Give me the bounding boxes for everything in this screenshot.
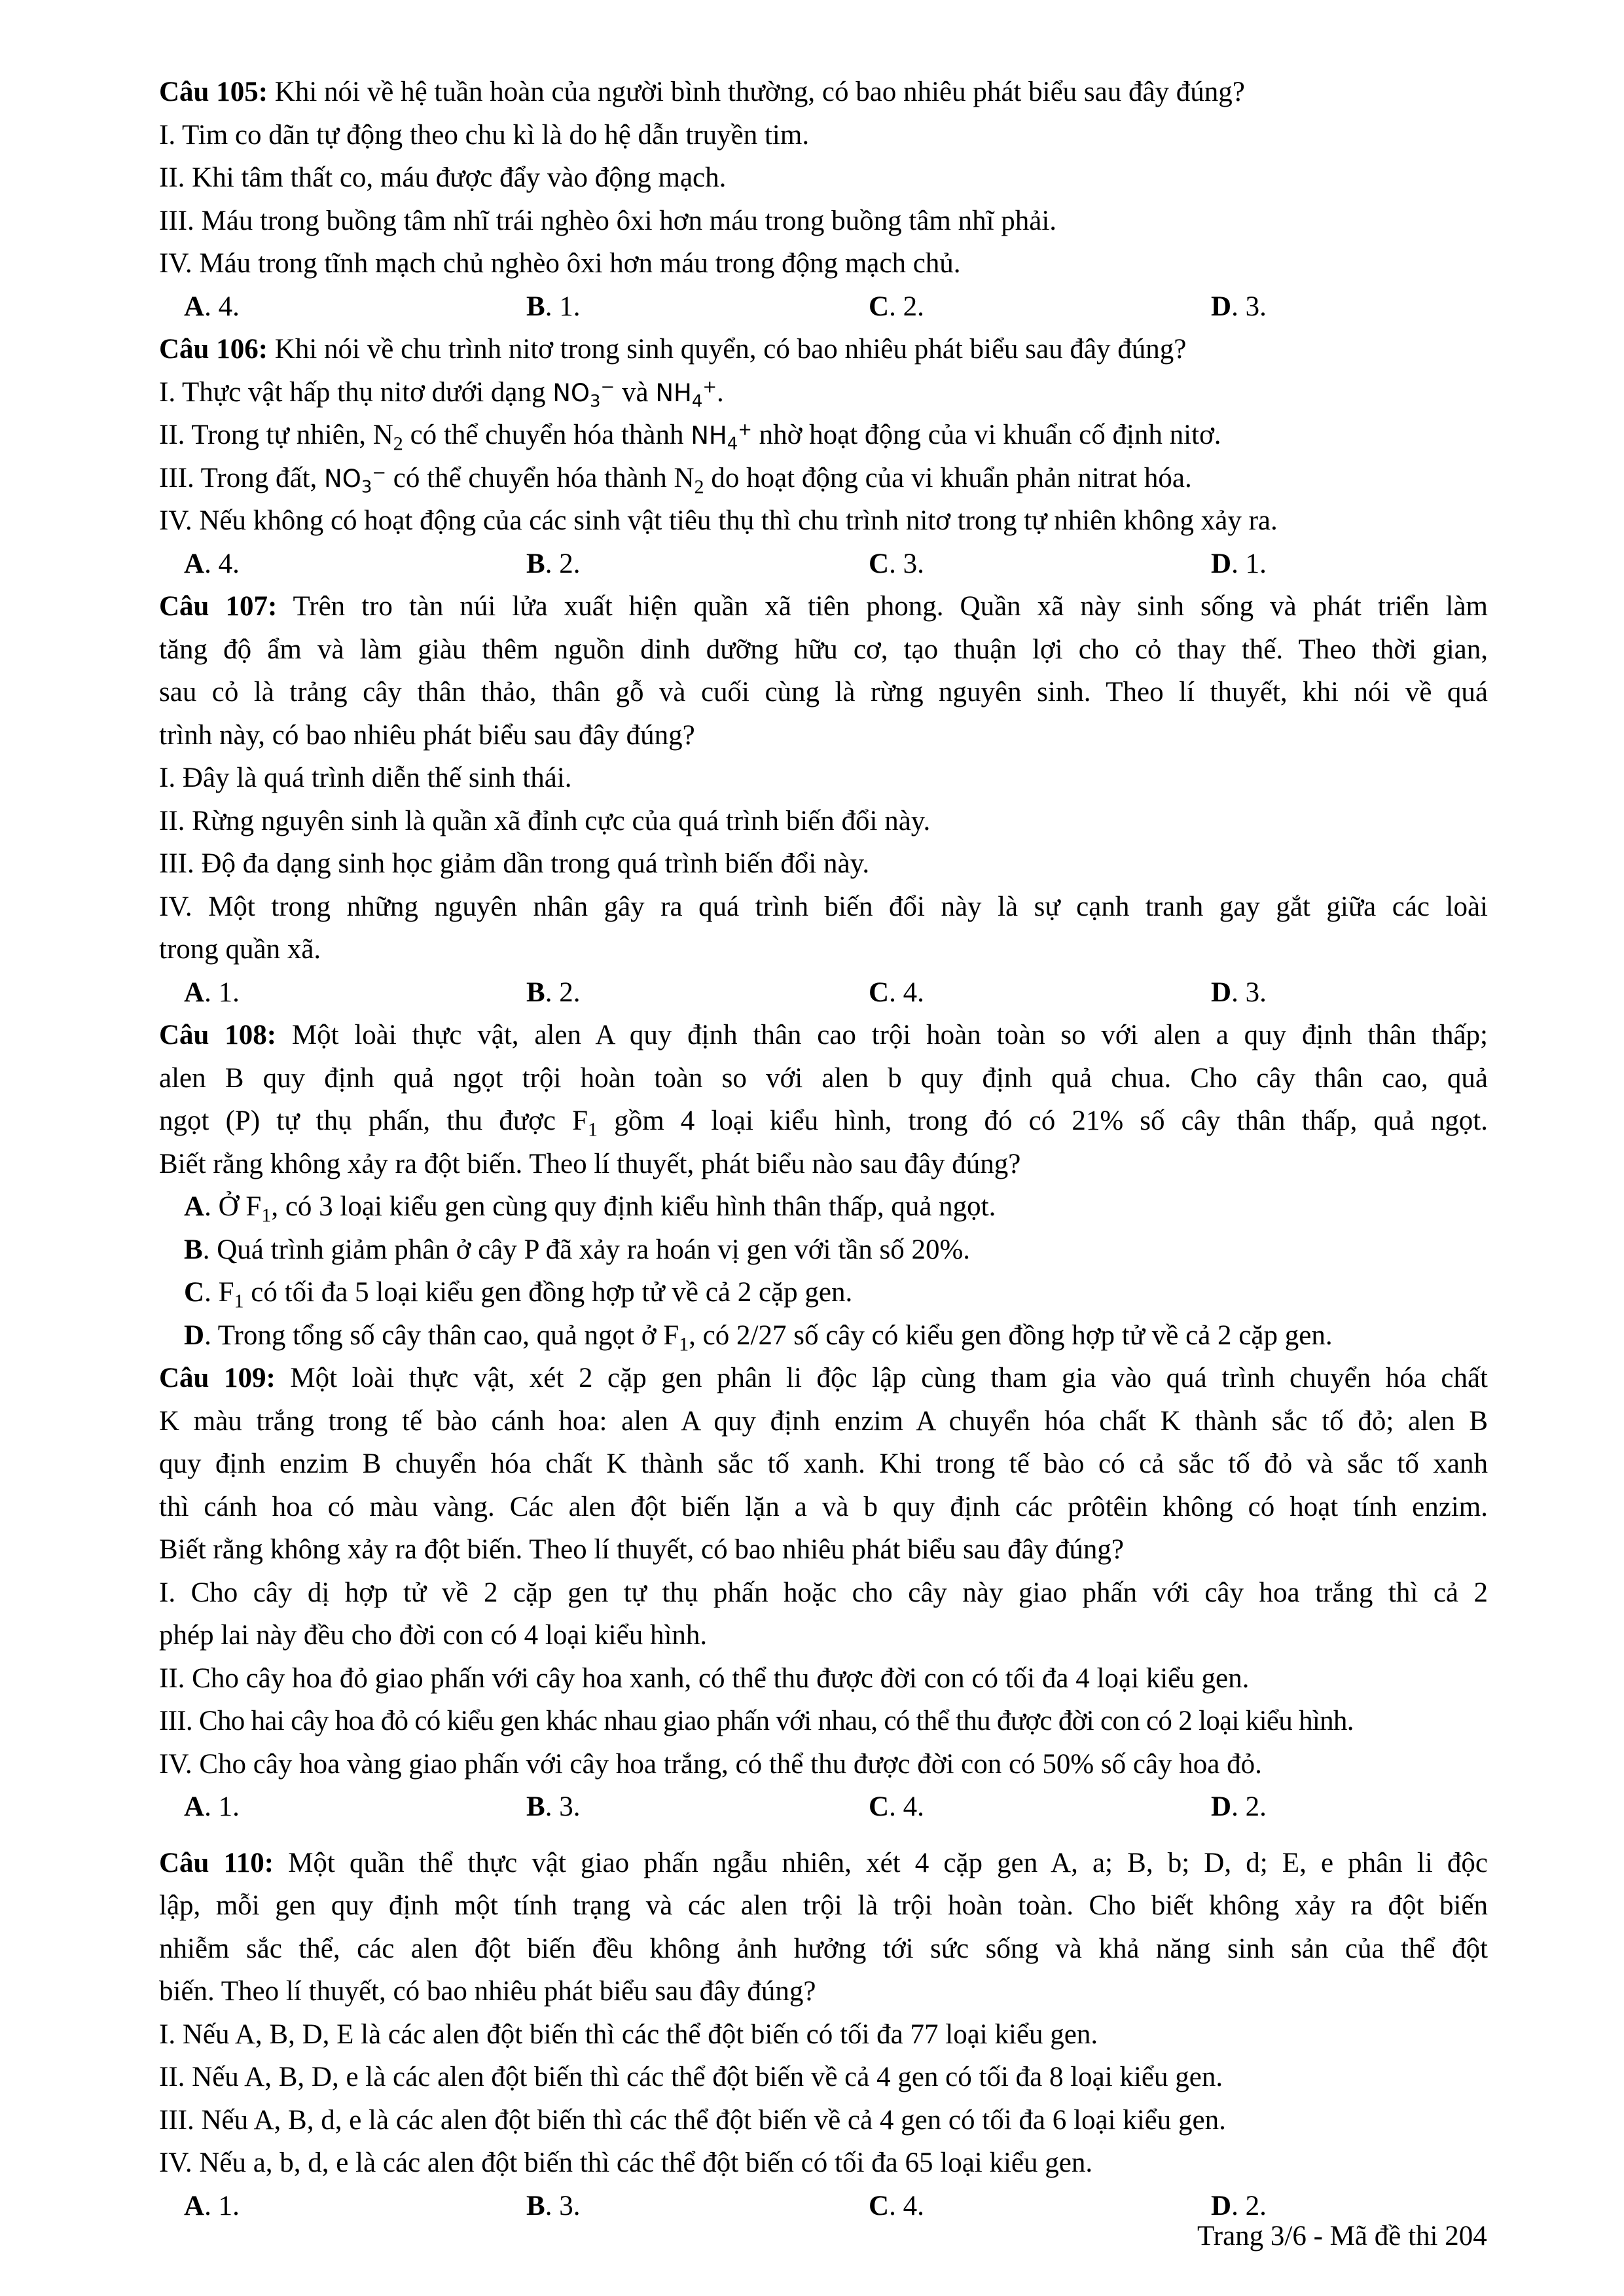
option-a: A. Ở $F_1$, có 3 loại kiểu gen cùng quy định kiểu hình thân thấp, quả ngọt. [184, 1191, 996, 1227]
option-d: D. 3. [1211, 291, 1267, 322]
stem-line: Biết rằng không xảy ra đột biến. Theo lí thuyết, có bao nhiêu phát biểu sau đây đúng? [159, 1534, 1124, 1565]
statement: I. Tim co dãn tự động theo chu kì là do hệ dẫn truyền tim. [159, 119, 810, 151]
option-b: B. 2. [526, 548, 581, 579]
option-b: B. 2. [526, 977, 581, 1008]
statement: IV. Nếu không có hoạt động của các sinh vật tiêu thụ thì chu trình nitơ trong tự nhiên không xảy ra. [159, 505, 1278, 536]
stem-line: Biết rằng không xảy ra đột biến. Theo lí thuyết, phát biểu nào sau đây đúng? [159, 1148, 1021, 1179]
stem-line: tăng độ ẩm và làm giàu thêm nguồn dinh dưỡng hữu cơ, tạo thuận lợi cho cỏ thay thế. Theo thời gian, [159, 634, 1488, 665]
option-c: C. 2. [869, 291, 924, 322]
option-c: C. 3. [869, 548, 924, 579]
statement: III. Cho hai cây hoa đỏ có kiểu gen khác nhau giao phấn với nhau, có thể thu được đời con có 2 loại kiểu hình. [159, 1706, 1354, 1736]
formula-no3: $NO_3^-$ [552, 377, 615, 411]
statement: phép lai này đều cho đời con có 4 loại kiểu hình. [159, 1620, 708, 1651]
statement: I. Đây là quá trình diễn thế sinh thái. [159, 762, 572, 793]
option-c: C. 4. [869, 1791, 924, 1822]
answer-options [159, 543, 1488, 586]
question-108-stem: Câu 108: Một loài thực vật, alen A quy định thân cao trội hoàn toàn so với alen a quy định thân thấp; [159, 1020, 1488, 1050]
statement: I. Cho cây dị hợp tử về 2 cặp gen tự thụ phấn hoặc cho cây này giao phấn với cây hoa trắng thì cả 2 [159, 1577, 1488, 1608]
statement: III. Nếu A, B, d, e là các alen đột biến thì các thể đột biến về cả 4 gen có tối đa 6 loại kiểu gen. [159, 2104, 1226, 2136]
option-d: D. Trong tổng số cây thân cao, quả ngọt ở $F_1$, có 2/27 số cây có kiểu gen đồng hợp tử về cả 2 cặp gen. [184, 1319, 1333, 1355]
answer-options [159, 971, 1488, 1014]
stem-line: K màu trắng trong tế bào cánh hoa: alen A quy định enzim A chuyển hóa chất K thành sắc tố đỏ; alen B [159, 1405, 1488, 1437]
formula-no3: $NO_3^-$ [324, 463, 387, 497]
option-d: D. 2. [1211, 2190, 1267, 2221]
option-c: C. 4. [869, 2190, 924, 2221]
statement: IV. Máu trong tĩnh mạch chủ nghèo ôxi hơn máu trong động mạch chủ. [159, 248, 961, 279]
stem-line: nhiễm sắc thể, các alen đột biến đều không ảnh hưởng tới sức sống và khả năng sinh sản của thể đột [159, 1933, 1488, 1964]
answer-options [159, 1785, 1488, 1829]
statement: IV. Một trong những nguyên nhân gây ra quá trình biến đổi này là sự cạnh tranh gay gắt giữa các loài [159, 891, 1488, 922]
page-footer: Trang 3/6 - Mã đề thi 204 [1197, 2221, 1487, 2251]
statement: IV. Cho cây hoa vàng giao phấn với cây hoa trắng, có thể thu được đời con có 50% số cây hoa đỏ. [159, 1748, 1262, 1780]
stem-line: lập, mỗi gen quy định một tính trạng và các alen trội là trội hoàn toàn. Cho biết không xảy ra đột biến [159, 1890, 1488, 1921]
option-c: C. 4. [869, 977, 924, 1008]
statement: III. Trong đất, $NO_3^-$ có thể chuyển hóa thành $N_2$ do hoạt động của vi khuẩn phản nitrat hóa. [159, 462, 1192, 498]
option-b: B. 1. [526, 291, 581, 322]
stem-line: thì cánh hoa có màu vàng. Các alen đột biến lặn a và b quy định các prôtêin không có hoạt tính enzim. [159, 1491, 1488, 1522]
option-a: A. 1. [184, 977, 240, 1008]
question-110-stem: Câu 110: Một quần thể thực vật giao phấn ngẫu nhiên, xét 4 cặp gen A, a; B, b; D, d; E, e phân li độc [159, 1847, 1489, 1878]
statement: trong quần xã. [159, 934, 321, 965]
answer-options [159, 285, 1488, 329]
statement: II. Trong tự nhiên, $N_2$ có thể chuyển hóa thành $NH_4^+$ nhờ hoạt động của vi khuẩn cố định nitơ. [159, 420, 1221, 455]
stem-line: ngọt (P) tự thụ phấn, thu được $F_1$ gồm 4 loại kiểu hình, trong đó có 21% số cây thân thấp, quả ngọt. [159, 1105, 1488, 1141]
stem-line: trình này, có bao nhiêu phát biểu sau đây đúng? [159, 719, 695, 751]
option-b: B. 3. [526, 2190, 581, 2221]
stem-line: quy định enzim B chuyển hóa chất K thành sắc tố xanh. Khi trong tế bào có cả sắc tố đỏ và sắc tố xanh [159, 1448, 1488, 1479]
statement: IV. Nếu a, b, d, e là các alen đột biến thì các thể đột biến có tối đa 65 loại kiểu gen. [159, 2147, 1093, 2178]
statement: II. Rừng nguyên sinh là quần xã đỉnh cực của quá trình biến đổi này. [159, 805, 931, 836]
stem-line: biến. Theo lí thuyết, có bao nhiêu phát biểu sau đây đúng? [159, 1976, 816, 2007]
option-a: A. 4. [184, 291, 240, 322]
option-a: A. 4. [184, 548, 240, 579]
statement: III. Máu trong buồng tâm nhĩ trái nghèo ôxi hơn máu trong buồng tâm nhĩ phải. [159, 205, 1057, 236]
stem-line: sau cỏ là trảng cây thân thảo, thân gỗ và cuối cùng là rừng nguyên sinh. Theo lí thuyết, khi nói về quá [159, 677, 1488, 708]
option-c: C. $F_1$ có tối đa 5 loại kiểu gen đồng hợp tử về cả 2 cặp gen. [184, 1277, 853, 1312]
statement: II. Nếu A, B, D, e là các alen đột biến thì các thể đột biến về cả 4 gen có tối đa 8 loại kiểu gen. [159, 2062, 1223, 2092]
question-106-stem: Câu 106: Khi nói về chu trình nitơ trong sinh quyển, có bao nhiêu phát biểu sau đây đúng? [159, 334, 1187, 365]
option-a: A. 1. [184, 2190, 240, 2221]
option-b: B. 3. [526, 1791, 581, 1822]
option-d: D. 2. [1211, 1791, 1267, 1822]
formula-nh4: $NH_4^+$ [655, 377, 717, 411]
formula-nh4: $NH_4^+$ [691, 420, 752, 454]
statement: II. Cho cây hoa đỏ giao phấn với cây hoa xanh, có thể thu được đời con có tối đa 4 loại kiểu gen. [159, 1662, 1250, 1694]
option-a: A. 1. [184, 1791, 240, 1822]
exam-page [159, 71, 1488, 2227]
question-107-stem: Câu 107: Trên tro tàn núi lửa xuất hiện quần xã tiên phong. Quần xã này sinh sống và phát triển làm [159, 591, 1489, 622]
stem-line: alen B quy định quả ngọt trội hoàn toàn so với alen b quy định quả chua. Cho cây thân cao, quả [159, 1062, 1488, 1094]
option-d: D. 3. [1211, 977, 1267, 1008]
question-109-stem: Câu 109: Một loài thực vật, xét 2 cặp gen phân li độc lập cùng tham gia vào quá trình chuyển hóa chất [159, 1363, 1488, 1393]
option-d: D. 1. [1211, 548, 1267, 579]
statement: I. Thực vật hấp thụ nitơ dưới dạng $NO_3^-$ và $NH_4^+$. [159, 376, 724, 411]
statement: II. Khi tâm thất co, máu được đẩy vào động mạch. [159, 162, 727, 193]
spacer [159, 1829, 1488, 1842]
statement: I. Nếu A, B, D, E là các alen đột biến thì các thể đột biến có tối đa 77 loại kiểu gen. [159, 2018, 1098, 2050]
statement: III. Độ đa dạng sinh học giảm dần trong quá trình biến đổi này. [159, 848, 870, 879]
option-b: B. Quá trình giảm phân ở cây P đã xảy ra hoán vị gen với tần số 20%. [184, 1234, 971, 1265]
question-105-stem: Câu 105: Khi nói về hệ tuần hoàn của người bình thường, có bao nhiêu phát biểu sau đây đúng? [159, 77, 1245, 107]
